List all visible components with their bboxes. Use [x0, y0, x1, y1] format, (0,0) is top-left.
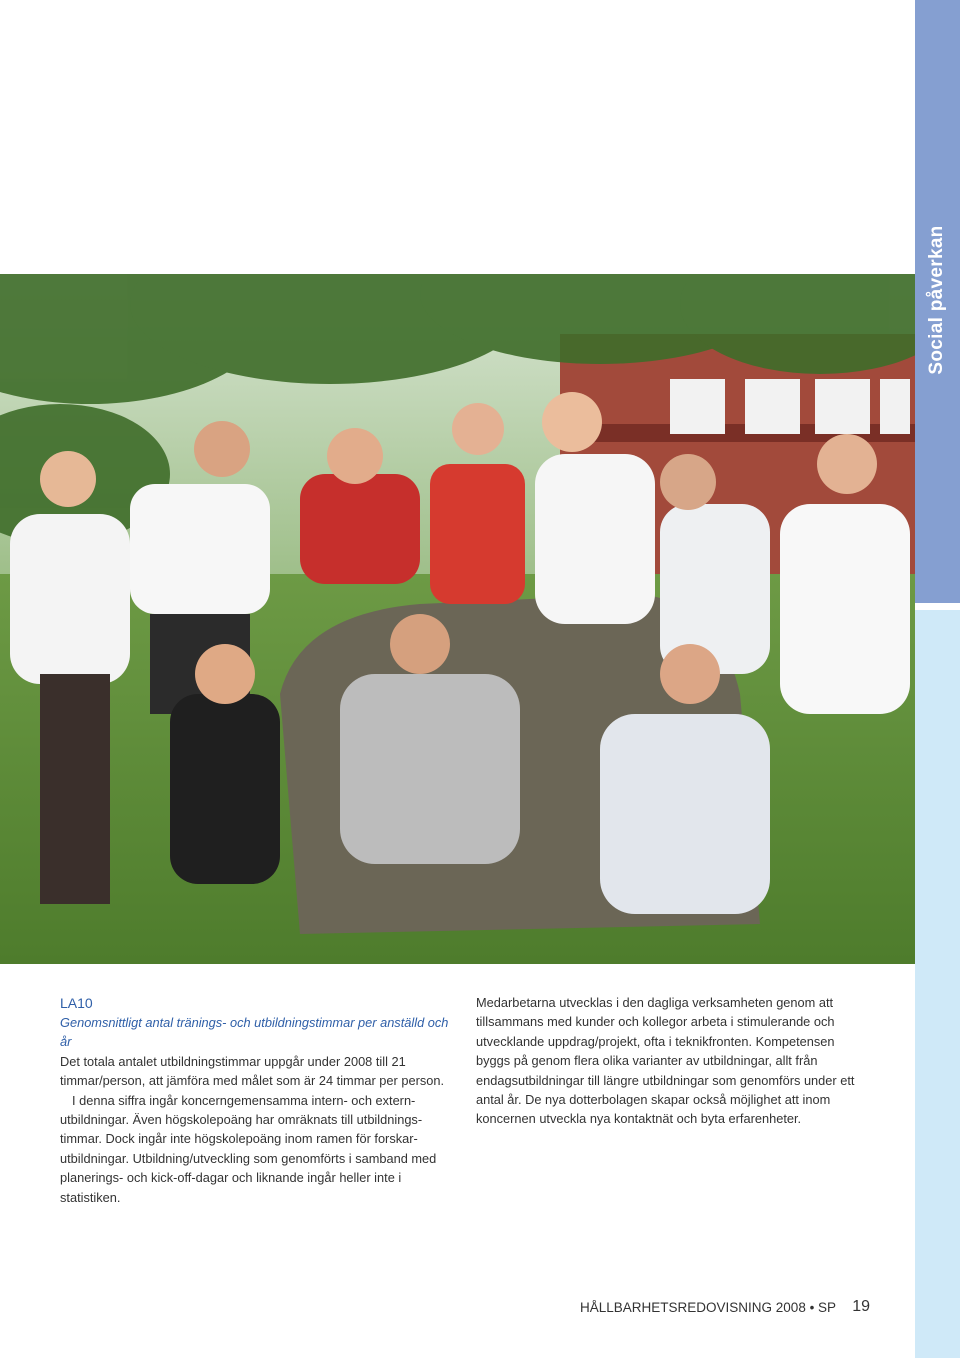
group-photo: [0, 274, 915, 964]
group-photo-icon: [0, 274, 915, 964]
indicator-title: Genomsnittligt antal tränings- och utbildningstimmar per anställd och år: [60, 1015, 449, 1050]
report-title: HÅLLBARHETSREDOVISNING 2008 • SP: [580, 1300, 837, 1315]
left-paragraph-2: I denna siffra ingår koncerngemensamma intern- och extern-utbildningar. Även högskolepoäng har omräknats till utbildnings-timmar. Dock ingår inte högskolepoäng inom ramen för forskar-utbildningar. Utbildning/utveckling som genomförts i samband med planerings- och kick-off-dagar och liknande ingår heller inte i statistiken.: [60, 1092, 437, 1205]
sidebar-bottom-band: [915, 610, 960, 1358]
page-number: 19: [852, 1298, 870, 1315]
right-column: [476, 993, 868, 1129]
indicator-code: LA10: [60, 995, 93, 1011]
left-paragraph-1: Det totala antalet utbildningstimmar uppgår under 2008 till 21 timmar/person, att jämföra med målet som är 24 timmar per person.: [60, 1053, 445, 1089]
right-paragraph-1: Medarbetarna utvecklas i den dagliga verksamheten genom att tillsammans med kunder och kollegor arbeta i stimulerande och utvecklande uppdrag/projekt, ofta i teknikfronten. Kompetensen byggs på genom flera olika varianter av utbildningar, allt från endagsutbildningar till längre utbildningar som genomförs under ett antal år. De nya dotterbolagen skapar också möjlighet att inom koncernen utveckla nya kontaktnät och byta erfarenheter.: [476, 995, 855, 1127]
section-label: Social påverkan: [926, 225, 947, 375]
page-footer: [580, 1300, 870, 1315]
left-column: [60, 993, 452, 1207]
